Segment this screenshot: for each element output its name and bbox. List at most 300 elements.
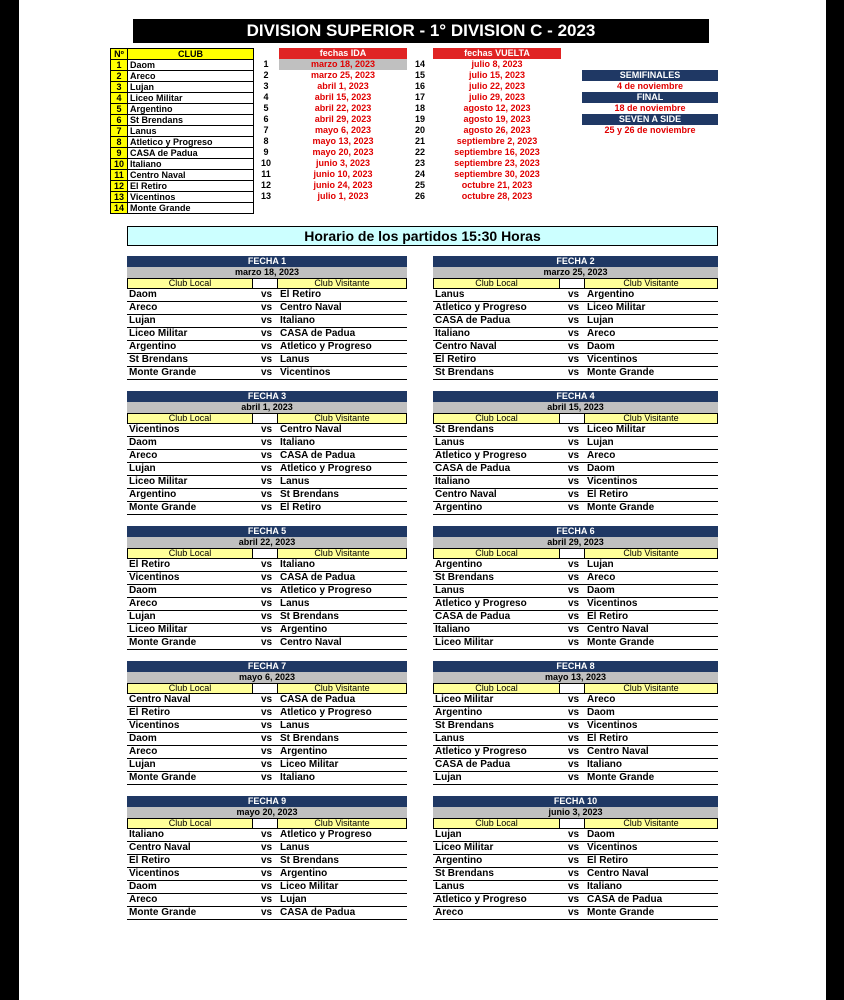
vuelta-round-number: 19 (414, 114, 425, 124)
visitor-team: Vicentinos (587, 720, 638, 731)
fixture-block (127, 526, 407, 650)
vuelta-round-number: 14 (414, 59, 425, 69)
match-row (433, 328, 718, 341)
finals-date: 18 de noviembre (614, 103, 686, 113)
visitor-team: Atletico y Progreso (280, 341, 372, 352)
match-row (127, 354, 407, 367)
local-team: Daom (129, 733, 157, 744)
visitor-header: Club Visitante (278, 818, 407, 829)
vs-label: vs (261, 881, 273, 892)
local-team: Lujan (129, 611, 156, 622)
local-team: Centro Naval (129, 842, 191, 853)
vs-label: vs (261, 367, 273, 378)
club-row (111, 93, 254, 104)
visitor-team: Lujan (587, 559, 614, 570)
match-row (127, 424, 407, 437)
fixture-block (127, 661, 407, 785)
fixture-title: FECHA 4 (433, 391, 718, 402)
visitor-team: Vicentinos (587, 354, 638, 365)
page-edge-right (826, 0, 844, 1000)
club-row (111, 137, 254, 148)
match-row (433, 746, 718, 759)
ida-round-number: 2 (263, 70, 269, 80)
vs-label: vs (261, 289, 273, 300)
visitor-team: Lanus (280, 354, 310, 365)
fixture-block (433, 391, 718, 515)
local-team: CASA de Padua (435, 463, 511, 474)
visitor-team: Centro Naval (280, 302, 342, 313)
finals-label: FINAL (582, 92, 718, 103)
fixture-block (433, 256, 718, 380)
visitor-team: Lujan (587, 437, 614, 448)
vs-label: vs (261, 463, 273, 474)
match-row (433, 341, 718, 354)
fixture-title: FECHA 10 (433, 796, 718, 807)
vs-label: vs (568, 720, 580, 731)
visitor-team: Areco (587, 572, 616, 583)
local-team: Monte Grande (129, 907, 197, 918)
vuelta-round-date: octubre 28, 2023 (461, 191, 533, 201)
match-row (127, 367, 407, 380)
local-team: Lujan (129, 463, 156, 474)
local-team: Lanus (435, 733, 465, 744)
fixture-block (127, 391, 407, 515)
visitor-team: Liceo Militar (280, 759, 339, 770)
visitor-team: Daom (587, 707, 615, 718)
visitor-team: St Brendans (280, 611, 339, 622)
local-header: Club Local (433, 683, 560, 694)
vuelta-round-date: agosto 26, 2023 (463, 125, 531, 135)
club-number: 1 (111, 60, 128, 71)
vuelta-round-number: 15 (414, 70, 425, 80)
match-row (127, 341, 407, 354)
vs-label: vs (261, 894, 273, 905)
local-team: Areco (435, 907, 464, 918)
vs-label: vs (261, 855, 273, 866)
local-team: Argentino (435, 855, 483, 866)
local-team: Vicentinos (129, 572, 180, 583)
local-header: Club Local (433, 278, 560, 289)
ida-round-number: 7 (263, 125, 269, 135)
vs-label: vs (261, 829, 273, 840)
local-team: Areco (129, 450, 158, 461)
vs-label: vs (568, 585, 580, 596)
local-team: Vicentinos (129, 720, 180, 731)
vs-label: vs (568, 855, 580, 866)
local-team: Lanus (435, 585, 465, 596)
match-row (433, 476, 718, 489)
clubs-num-header: Nº (111, 49, 128, 60)
ida-round-number: 11 (261, 169, 271, 179)
match-row (433, 463, 718, 476)
local-team: Lanus (435, 437, 465, 448)
ida-round-number: 6 (263, 114, 269, 124)
vs-label: vs (568, 759, 580, 770)
vs-label: vs (261, 585, 273, 596)
club-number: 6 (111, 115, 128, 126)
match-row (433, 598, 718, 611)
ida-round-date: marzo 18, 2023 (279, 59, 407, 70)
vs-label: vs (568, 302, 580, 313)
vuelta-round-number: 25 (414, 180, 425, 190)
match-row (127, 476, 407, 489)
vs-label: vs (261, 476, 273, 487)
local-team: Centro Naval (435, 341, 497, 352)
ida-round-date: julio 1, 2023 (317, 191, 369, 201)
vs-label: vs (261, 746, 273, 757)
fixture-date: abril 1, 2023 (127, 402, 407, 413)
fixture-title: FECHA 5 (127, 526, 407, 537)
fixture-title: FECHA 3 (127, 391, 407, 402)
vs-label: vs (568, 637, 580, 648)
visitor-team: Daom (587, 829, 615, 840)
fixture-date: mayo 6, 2023 (127, 672, 407, 683)
vuelta-round-number: 18 (414, 103, 425, 113)
local-team: Monte Grande (129, 772, 197, 783)
fixture-column-headers (127, 278, 407, 289)
local-header: Club Local (127, 818, 253, 829)
vuelta-header: fechas VUELTA (433, 48, 561, 59)
ida-round-date: mayo 20, 2023 (312, 147, 374, 157)
match-row (433, 450, 718, 463)
visitor-team: Italiano (280, 315, 316, 326)
vs-label: vs (261, 328, 273, 339)
blank-header (253, 548, 278, 559)
ida-round-number: 3 (263, 81, 269, 91)
vs-label: vs (261, 624, 273, 635)
match-row (127, 450, 407, 463)
local-team: Centro Naval (435, 489, 497, 500)
vuelta-round-date: julio 22, 2023 (468, 81, 526, 91)
club-row (111, 192, 254, 203)
vs-label: vs (568, 289, 580, 300)
match-row (127, 289, 407, 302)
vs-label: vs (261, 733, 273, 744)
local-team: Monte Grande (129, 502, 197, 513)
match-row (127, 868, 407, 881)
match-row (433, 772, 718, 785)
visitor-team: Lanus (280, 598, 310, 609)
match-row (433, 720, 718, 733)
vs-label: vs (261, 611, 273, 622)
visitor-team: St Brendans (280, 489, 339, 500)
visitor-header: Club Visitante (278, 278, 407, 289)
match-row (127, 894, 407, 907)
match-row (433, 881, 718, 894)
vuelta-round-number: 21 (414, 136, 425, 146)
fixture-date: marzo 18, 2023 (127, 267, 407, 278)
visitor-team: El Retiro (280, 502, 322, 513)
blank-header (253, 278, 278, 289)
vs-label: vs (261, 572, 273, 583)
blank-header (253, 683, 278, 694)
fixture-column-headers (433, 818, 718, 829)
fixture-date: abril 15, 2023 (433, 402, 718, 413)
local-team: Daom (129, 289, 157, 300)
ida-round-date: junio 24, 2023 (313, 180, 373, 190)
match-row (127, 315, 407, 328)
vuelta-round-date: julio 8, 2023 (471, 59, 523, 69)
match-row (127, 707, 407, 720)
match-row (433, 367, 718, 380)
vs-label: vs (261, 637, 273, 648)
local-team: El Retiro (129, 855, 171, 866)
local-team: Lanus (435, 881, 465, 892)
local-team: Atletico y Progreso (435, 746, 527, 757)
local-team: Daom (129, 881, 157, 892)
vs-label: vs (261, 341, 273, 352)
club-number: 5 (111, 104, 128, 115)
vuelta-round-date: agosto 19, 2023 (463, 114, 531, 124)
match-row (127, 489, 407, 502)
local-team: Centro Naval (129, 694, 191, 705)
local-team: Vicentinos (129, 868, 180, 879)
local-team: Daom (129, 585, 157, 596)
match-row (127, 463, 407, 476)
visitor-team: CASA de Padua (280, 450, 356, 461)
ida-header: fechas IDA (279, 48, 407, 59)
local-team: Atletico y Progreso (435, 894, 527, 905)
visitor-team: Areco (587, 694, 616, 705)
fixture-column-headers (433, 548, 718, 559)
visitor-team: Monte Grande (587, 772, 655, 783)
match-row (433, 868, 718, 881)
club-name: Lanus (128, 126, 254, 137)
match-row (127, 881, 407, 894)
fixture-block (127, 796, 407, 920)
vuelta-round-date: septiembre 16, 2023 (454, 147, 540, 157)
visitor-header: Club Visitante (585, 683, 718, 694)
local-team: Italiano (435, 328, 471, 339)
club-row (111, 60, 254, 71)
visitor-team: Argentino (280, 746, 328, 757)
local-team: Atletico y Progreso (435, 302, 527, 313)
ida-round-date: mayo 13, 2023 (312, 136, 374, 146)
fixture-title: FECHA 2 (433, 256, 718, 267)
vs-label: vs (568, 476, 580, 487)
visitor-team: CASA de Padua (587, 894, 663, 905)
visitor-team: Argentino (280, 868, 328, 879)
fixture-column-headers (433, 278, 718, 289)
club-number: 13 (111, 192, 128, 203)
match-row (127, 746, 407, 759)
visitor-team: Daom (587, 341, 615, 352)
fixture-column-headers (127, 818, 407, 829)
vs-label: vs (261, 437, 273, 448)
vs-label: vs (568, 707, 580, 718)
local-team: Liceo Militar (435, 637, 494, 648)
fixture-title: FECHA 7 (127, 661, 407, 672)
match-row (433, 302, 718, 315)
vs-label: vs (261, 354, 273, 365)
local-team: Monte Grande (129, 637, 197, 648)
club-name: Vicentinos (128, 192, 254, 203)
local-team: St Brendans (435, 367, 494, 378)
fixture-title: FECHA 1 (127, 256, 407, 267)
club-number: 14 (111, 203, 128, 214)
local-team: St Brendans (435, 868, 494, 879)
blank-header (253, 818, 278, 829)
match-row (127, 829, 407, 842)
vuelta-round-number: 16 (414, 81, 425, 91)
local-team: El Retiro (129, 707, 171, 718)
match-row (433, 489, 718, 502)
visitor-team: Centro Naval (587, 868, 649, 879)
match-row (433, 907, 718, 920)
vs-label: vs (568, 502, 580, 513)
visitor-team: St Brendans (280, 733, 339, 744)
local-header: Club Local (127, 683, 253, 694)
fixture-column-headers (127, 683, 407, 694)
visitor-team: Atletico y Progreso (280, 829, 372, 840)
match-row (433, 894, 718, 907)
vs-label: vs (568, 894, 580, 905)
vuelta-round-date: septiembre 2, 2023 (456, 136, 538, 146)
local-team: St Brendans (129, 354, 188, 365)
local-team: Atletico y Progreso (435, 450, 527, 461)
local-header: Club Local (433, 413, 560, 424)
vuelta-round-number: 20 (414, 125, 425, 135)
vuelta-round-number: 26 (414, 191, 425, 201)
vs-label: vs (568, 341, 580, 352)
clubs-table-header (111, 49, 254, 60)
visitor-header: Club Visitante (278, 548, 407, 559)
visitor-team: Lanus (280, 720, 310, 731)
clubs-table (110, 48, 254, 214)
visitor-team: Italiano (587, 759, 623, 770)
fixture-block (127, 256, 407, 380)
visitor-team: Vicentinos (587, 842, 638, 853)
match-row (433, 707, 718, 720)
vuelta-round-date: julio 29, 2023 (468, 92, 526, 102)
local-team: Lujan (129, 315, 156, 326)
club-row (111, 115, 254, 126)
vs-label: vs (568, 624, 580, 635)
match-row (127, 437, 407, 450)
local-team: CASA de Padua (435, 759, 511, 770)
visitor-team: El Retiro (587, 855, 629, 866)
local-team: Liceo Militar (435, 842, 494, 853)
ida-round-number: 12 (260, 180, 271, 190)
visitor-team: Vicentinos (587, 598, 638, 609)
vs-label: vs (261, 315, 273, 326)
club-number: 11 (111, 170, 128, 181)
fixture-title: FECHA 9 (127, 796, 407, 807)
match-row (433, 559, 718, 572)
visitor-team: Italiano (280, 772, 316, 783)
vuelta-round-number: 17 (414, 92, 425, 102)
match-row (433, 354, 718, 367)
local-team: Areco (129, 598, 158, 609)
match-row (433, 829, 718, 842)
vuelta-round-date: julio 15, 2023 (468, 70, 526, 80)
local-team: St Brendans (435, 572, 494, 583)
local-team: Liceo Militar (435, 694, 494, 705)
vs-label: vs (568, 437, 580, 448)
match-row (433, 502, 718, 515)
page-edge-left (0, 0, 19, 1000)
visitor-team: Argentino (587, 289, 635, 300)
visitor-team: CASA de Padua (280, 328, 356, 339)
match-row (127, 328, 407, 341)
local-team: El Retiro (435, 354, 477, 365)
blank-header (560, 818, 585, 829)
visitor-team: CASA de Padua (280, 572, 356, 583)
match-row (433, 855, 718, 868)
visitor-team: Vicentinos (587, 476, 638, 487)
ida-round-date: mayo 6, 2023 (314, 125, 372, 135)
fixture-block (433, 526, 718, 650)
vs-label: vs (568, 572, 580, 583)
visitor-team: Liceo Militar (587, 424, 646, 435)
visitor-team: El Retiro (587, 489, 629, 500)
local-team: Daom (129, 437, 157, 448)
local-team: El Retiro (129, 559, 171, 570)
club-row (111, 126, 254, 137)
club-name: St Brendans (128, 115, 254, 126)
match-row (127, 907, 407, 920)
local-team: Argentino (435, 707, 483, 718)
match-row (433, 694, 718, 707)
visitor-team: St Brendans (280, 855, 339, 866)
club-number: 12 (111, 181, 128, 192)
ida-round-number: 13 (260, 191, 271, 201)
vs-label: vs (261, 720, 273, 731)
local-team: Italiano (435, 476, 471, 487)
fixture-column-headers (127, 548, 407, 559)
visitor-header: Club Visitante (278, 413, 407, 424)
local-team: Italiano (435, 624, 471, 635)
match-row (127, 694, 407, 707)
club-number: 3 (111, 82, 128, 93)
blank-header (560, 548, 585, 559)
local-header: Club Local (127, 278, 253, 289)
visitor-team: Vicentinos (280, 367, 331, 378)
match-row (127, 637, 407, 650)
club-number: 7 (111, 126, 128, 137)
visitor-team: Daom (587, 463, 615, 474)
visitor-team: Centro Naval (587, 746, 649, 757)
club-name: Lujan (128, 82, 254, 93)
vs-label: vs (568, 746, 580, 757)
blank-header (253, 413, 278, 424)
club-number: 2 (111, 71, 128, 82)
visitor-team: Italiano (280, 559, 316, 570)
visitor-team: CASA de Padua (280, 694, 356, 705)
finals-date: 25 y 26 de noviembre (604, 125, 696, 135)
vs-label: vs (568, 489, 580, 500)
visitor-team: Lujan (587, 315, 614, 326)
visitor-team: El Retiro (587, 733, 629, 744)
match-row (127, 302, 407, 315)
fixture-date: mayo 20, 2023 (127, 807, 407, 818)
local-team: Liceo Militar (129, 476, 188, 487)
visitor-team: Italiano (587, 881, 623, 892)
vuelta-round-date: septiembre 30, 2023 (454, 169, 540, 179)
local-team: Argentino (129, 341, 177, 352)
fixture-column-headers (433, 683, 718, 694)
vs-label: vs (568, 450, 580, 461)
finals-label: SEVEN A SIDE (582, 114, 718, 125)
match-row (433, 624, 718, 637)
local-team: Liceo Militar (129, 328, 188, 339)
local-team: Areco (129, 894, 158, 905)
vuelta-round-number: 23 (414, 158, 425, 168)
visitor-team: Lanus (280, 476, 310, 487)
visitor-header: Club Visitante (585, 413, 718, 424)
ida-round-date: abril 29, 2023 (314, 114, 372, 124)
vs-label: vs (261, 598, 273, 609)
